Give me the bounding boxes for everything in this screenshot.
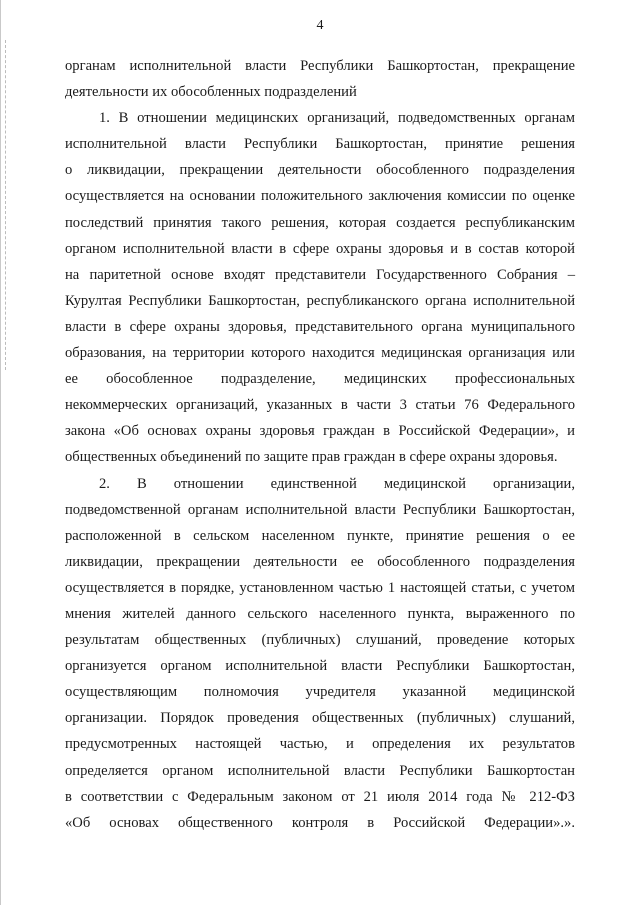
paragraph-1-line: 1. В отношении медицинских организаций, подведомственных органам xyxy=(99,110,575,127)
paragraph-2-line: мнения жителей данного сельского населенного пункта, выраженного по xyxy=(65,605,575,622)
paragraph-1-line: закона «Об основах охраны здоровья граждан в Российской Федерации», и xyxy=(65,423,575,440)
paragraph-2-line: расположенной в сельском населенном пункте, принятие решения о ее xyxy=(65,527,575,544)
paragraph-1-line: о ликвидации, прекращении деятельности обособленного подразделения xyxy=(65,162,575,179)
paragraph-2-line: 2. В отношении единственной медицинской организации, xyxy=(99,475,575,492)
document-body xyxy=(65,53,575,836)
binding-margin-line xyxy=(5,40,6,370)
paragraph-1-line: образования, на территории которого находится медицинская организация или xyxy=(65,345,575,362)
paragraph-1-line: органом исполнительной власти в сфере охраны здоровья и в состав которой xyxy=(65,240,575,257)
page-number: 4 xyxy=(316,18,324,33)
paragraph-2-line: организуется органом исполнительной власти Республики Башкортостан, xyxy=(65,658,575,675)
paragraph-1-line: некоммерческих организаций, указанных в части 3 статьи 76 Федерального xyxy=(65,397,575,414)
text-line: органам исполнительной власти Республики Башкортостан, прекращение xyxy=(65,58,575,74)
paragraph-1-line: последствий принятия такого решения, которая создается республиканским xyxy=(65,214,575,231)
paragraph-1-line: осуществляется на основании положительного заключения комиссии по оценке xyxy=(65,188,575,205)
paragraph-1-line: на паритетной основе входят представители Государственного Собрания – xyxy=(65,266,575,283)
paragraph-2-line: осуществляется в порядке, установленном частью 1 настоящей статьи, с учетом xyxy=(65,579,575,596)
paragraph-2-line: предусмотренных настоящей частью, и определения их результатов xyxy=(65,736,575,753)
paragraph-2-line: ликвидации, прекращении деятельности ее обособленного подразделения xyxy=(65,553,575,570)
paragraph-1-line: власти в сфере охраны здоровья, представительного органа муниципального xyxy=(65,318,575,335)
paragraph-1-line: общественных объединений по защите прав граждан в сфере охраны здоровья. xyxy=(65,449,558,466)
paragraph-2-line: осуществляющим полномочия учредителя указанной медицинской xyxy=(65,684,575,701)
paragraph-1-line: ее обособленное подразделение, медицинских профессиональных xyxy=(65,371,575,388)
paragraph-2-line: определяется органом исполнительной власти Республики Башкортостан xyxy=(65,762,575,779)
paragraph-1-line: исполнительной власти Республики Башкортостан, принятие решения xyxy=(65,136,575,153)
page-edge xyxy=(0,0,1,905)
paragraph-1-line: Курултая Республики Башкортостан, республиканского органа исполнительной xyxy=(65,292,575,309)
paragraph-2-line: результатам общественных (публичных) слушаний, проведение которых xyxy=(65,632,575,649)
paragraph-2-line: организации. Порядок проведения общественных (публичных) слушаний, xyxy=(65,710,575,727)
text-line: деятельности их обособленных подразделений xyxy=(65,84,357,101)
paragraph-2-line: «Об основах общественного контроля в Российской Федерации».». xyxy=(65,814,575,831)
paragraph-2-line: в соответствии с Федеральным законом от 21 июля 2014 года № 212-ФЗ xyxy=(65,788,575,805)
paragraph-2-line: подведомственной органам исполнительной власти Республики Башкортостан, xyxy=(65,501,575,518)
